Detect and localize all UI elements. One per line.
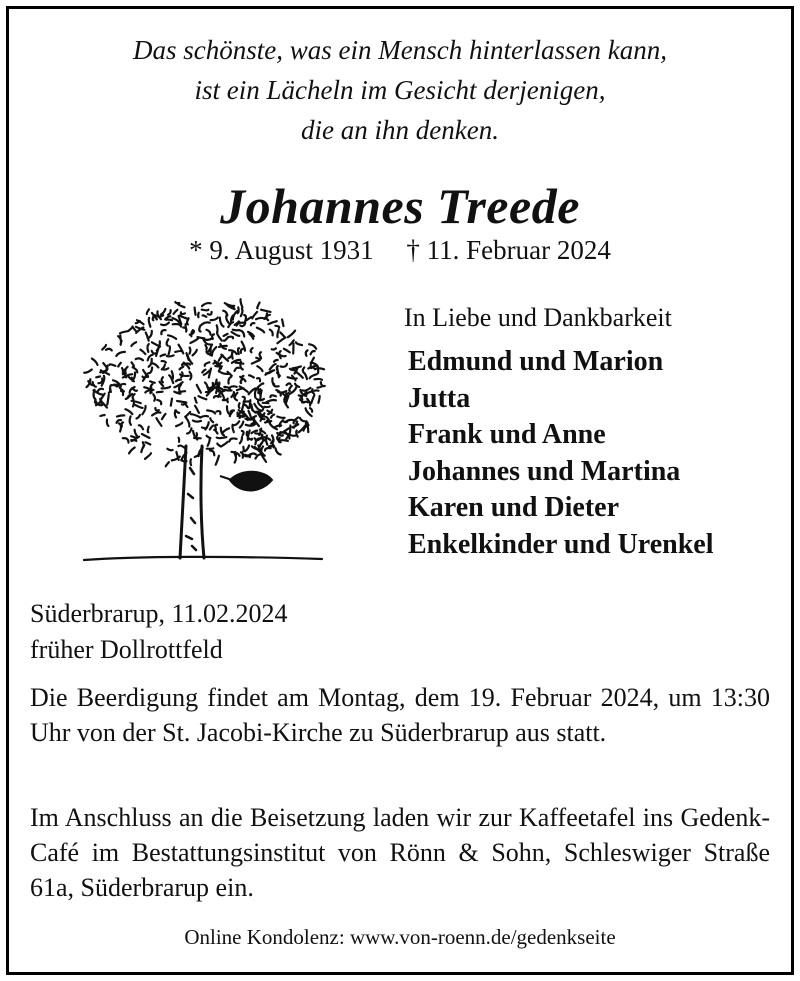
life-dates: [0, 232, 800, 268]
motto-quote: [0, 30, 800, 150]
mourner-item: Frank und Anne: [408, 419, 606, 450]
tree-icon: [80, 298, 340, 568]
mourners-list: [408, 344, 714, 563]
place-and-date: [30, 596, 288, 668]
mourner-item: Jutta: [408, 382, 471, 414]
reception-info: Im Anschluss an die Beisetzung laden wir zur Kaffeetafel ins Gedenk-Café im Bestattungsinstitut von Rönn & Sohn, Schleswiger Straße 61a, Süderbrarup ein.: [30, 803, 770, 902]
mourner-item: Edmund und Marion: [408, 346, 664, 377]
birth-date: * 9. August 1931: [189, 235, 374, 265]
thanks-line: In Liebe und Dankbarkeit: [404, 303, 672, 332]
mourner-item: Johannes und Martina: [408, 455, 681, 487]
motto-line: Das schönste, was ein Mensch hinterlassen kann,: [133, 35, 667, 65]
mourner-item: Karen und Dieter: [408, 492, 620, 523]
deceased-name: Johannes Treede: [220, 178, 580, 234]
funeral-info: Die Beerdigung findet am Montag, dem 19. Februar 2024, um 13:30 Uhr von der St. Jacobi-Kirche zu Süderbrarup aus statt.: [30, 683, 770, 747]
leaf-icon: [220, 472, 272, 491]
place-line: Süderbrarup, 11.02.2024: [30, 599, 288, 628]
mourner-item: Enkelkinder und Urenkel: [408, 528, 714, 560]
motto-line: die an ihn denken.: [301, 115, 499, 145]
death-date: † 11. Februar 2024: [406, 235, 611, 265]
motto-line: ist ein Lächeln im Gesicht derjenigen,: [194, 75, 606, 105]
online-condolence: Online Kondolenz: www.von-roenn.de/gedenkseite: [184, 925, 616, 949]
former-residence: früher Dollrottfeld: [30, 635, 223, 664]
